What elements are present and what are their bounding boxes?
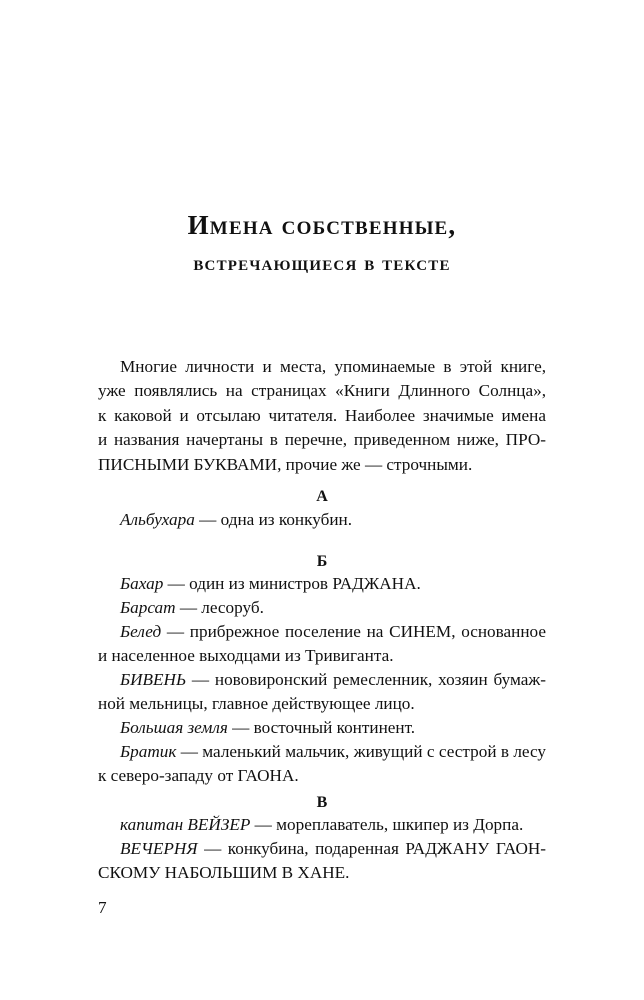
entry-term: Барсат <box>120 598 176 617</box>
entry-definition-continued: ной мельницы, главное действующее лицо. <box>98 694 415 714</box>
entry-definition-continued: к северо-западу от ГАОНА. <box>98 766 299 786</box>
entry-definition-continued: СКОМУ НАБОЛЬШИМ В ХАНЕ. <box>98 863 350 883</box>
intro-line: к каковой и отсылаю читателя. Наиболее значимые имена <box>98 405 546 425</box>
entry-definition-continued: и населенное выходцами из Тривиганта. <box>98 646 394 666</box>
entry-term: ВЕЧЕРНЯ <box>120 839 198 858</box>
intro-line: и названия начертаны в перечне, приведенном ниже, ПРО- <box>98 430 546 450</box>
glossary-entry <box>98 572 546 596</box>
entry-definition: — прибрежное поселение на СИНЕМ, основанное <box>161 622 546 641</box>
intro-line: Многие личности и места, упоминаемые в этой книге, <box>120 357 546 376</box>
entry-definition: — один из министров РАДЖАНА. <box>163 574 421 593</box>
glossary-entry <box>98 596 546 620</box>
entry-definition: — восточный континент. <box>227 718 416 737</box>
section-letter: Б <box>316 553 328 570</box>
glossary-entry <box>98 740 546 789</box>
chapter-title-line-1: Имена собственные, <box>187 210 457 240</box>
entry-term: Братик <box>120 742 177 761</box>
section-letter: А <box>316 488 328 505</box>
glossary-entry <box>98 508 546 532</box>
entry-term: Большая земля <box>120 718 228 737</box>
entry-term: Бахар <box>120 574 164 593</box>
glossary-entry <box>98 813 546 837</box>
entry-definition: — лесоруб. <box>175 598 264 617</box>
section-letter: В <box>316 794 328 811</box>
entry-definition: — нововиронский ремесленник, хозяин бумаж- <box>186 670 546 689</box>
glossary-entry <box>98 620 546 669</box>
glossary-entry <box>98 837 546 886</box>
intro-line: уже появлялись на страницах «Книги Длинного Солнца», <box>98 381 546 401</box>
entry-definition: — конкубина, подаренная РАДЖАНУ ГАОН- <box>197 839 546 858</box>
page-number: 7 <box>98 898 107 917</box>
intro-paragraph <box>98 355 546 477</box>
glossary-entry <box>98 668 546 717</box>
entry-term: БИВЕНЬ <box>120 670 187 689</box>
chapter-title-line-2: встречающиеся в тексте <box>193 250 451 275</box>
glossary-entry <box>98 716 546 740</box>
entry-definition: — мореплаватель, шкипер из Дорпа. <box>250 815 524 834</box>
entry-term: Белед <box>120 622 162 641</box>
entry-definition: — маленький мальчик, живущий с сестрой в лесу <box>176 742 546 761</box>
entry-term: капитан ВЕЙЗЕР <box>120 815 251 834</box>
entry-term: Альбухара <box>120 510 195 529</box>
entry-definition: — одна из конкубин. <box>194 510 353 529</box>
intro-line: ПИСНЫМИ БУКВАМИ, прочие же — строчными. <box>98 454 473 474</box>
